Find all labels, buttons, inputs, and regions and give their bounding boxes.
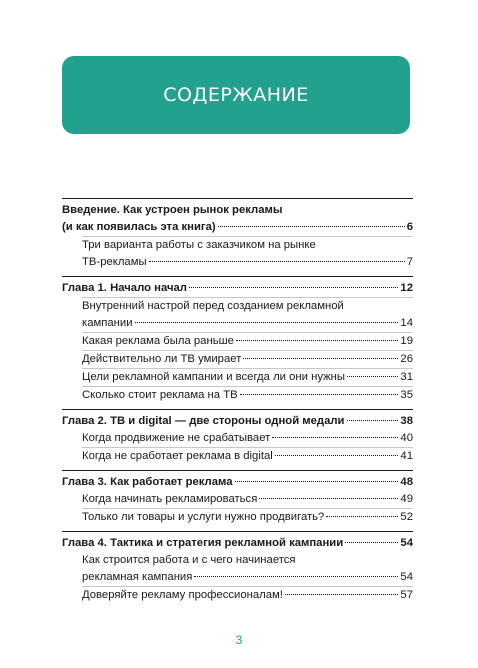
toc-subentry-title: Действительно ли ТВ умирает [82,353,242,365]
toc-section-chapter-3 [62,470,413,526]
toc-subentry-title: Когда не сработает реклама в digital [82,450,273,462]
toc-subentry[interactable] [82,254,413,271]
dot-leader [189,287,398,288]
toc-section-intro [62,198,413,271]
toc-entry[interactable] [62,474,413,491]
toc-section-chapter-4 [62,531,413,604]
toc-page-number: 35 [400,389,413,401]
dot-leader [240,394,399,395]
toc-entry-title: Глава 2. ТВ и digital — две стороны одной медали [62,415,345,427]
toc-subentry[interactable] [82,387,413,404]
toc-entry[interactable] [62,413,413,430]
toc-page-number: 49 [400,493,413,505]
toc-page-number: 57 [400,589,413,601]
dot-leader [272,437,398,438]
toc-subentry[interactable] [82,448,413,465]
toc-subentry-title: ТВ-рекламы [82,256,147,268]
toc-subentry-title[interactable]: Три варианта работы с заказчиком на рынке [82,239,316,251]
toc-entry-title: Глава 1. Начало начал [62,282,187,294]
toc-subentry-title: Цели рекламной кампании и всегда ли они нужны [82,371,346,383]
toc-page-number: 52 [400,511,413,523]
dot-leader [218,226,405,227]
toc-subentry-title: Только ли товары и услуги нужно продвигать? [82,511,325,523]
toc-subentry[interactable] [82,569,413,586]
toc-page-number: 26 [400,353,413,365]
toc-page-number: 31 [400,371,413,383]
toc-page-number: 14 [400,317,413,329]
dot-leader [235,481,399,482]
toc-page-number: 6 [406,221,413,233]
dot-leader [347,376,398,377]
dot-leader [194,576,398,577]
toc-subentry[interactable] [82,369,413,386]
toc-subentry-title[interactable]: Как строится работа и с чего начинается [82,554,296,566]
toc-subentry-title: рекламная кампания [82,571,193,583]
dot-leader [135,322,399,323]
toc-subentry[interactable] [82,315,413,332]
toc-subentry[interactable] [82,333,413,350]
toc-page-number: 19 [400,335,413,347]
toc-entry[interactable] [62,219,413,236]
toc-subentry-title: Когда продвижение не срабатывает [82,432,271,444]
toc-page-number: 54 [400,537,413,549]
toc-subentry-title: Когда начинать рекламироваться [82,493,258,505]
toc-subentry[interactable] [82,351,413,368]
toc-page-number: 48 [400,476,413,488]
dot-leader [285,594,399,595]
dot-leader [345,542,398,543]
toc-page-number: 38 [400,415,413,427]
toc-entry-title: Глава 4. Тактика и стратегия рекламной кампании [62,537,344,549]
toc-entry-title: Глава 3. Как работает реклама [62,476,233,488]
dot-leader [236,340,398,341]
dot-leader [149,261,405,262]
toc-page-number: 54 [400,571,413,583]
toc-section-chapter-1 [62,276,413,404]
toc-page-number: 41 [400,450,413,462]
dot-leader [275,455,399,456]
toc-subentry-title: Сколько стоит реклама на ТВ [82,389,238,401]
toc-subentry-title[interactable]: Внутренний настрой перед созданием рекламной [82,300,344,312]
toc-page-number: 7 [406,256,413,268]
toc-subentry[interactable] [82,587,413,604]
toc-subentry-title: Доверяйте рекламу профессионалам! [82,589,283,601]
toc-page-number: 40 [400,432,413,444]
toc-subentry[interactable] [82,430,413,447]
toc-subentry[interactable] [82,509,413,526]
contents-title: СОДЕРЖАНИЕ [163,84,309,106]
contents-banner [62,56,410,134]
toc-page-number: 12 [400,282,413,294]
toc-entry[interactable] [62,535,413,552]
table-of-contents [62,198,413,609]
toc-subentry[interactable] [82,491,413,508]
toc-entry-title: (и как появилась эта книга) [62,221,216,233]
dot-leader [243,358,398,359]
toc-subentry-title: кампании [82,317,133,329]
toc-subentry-title: Какая реклама была раньше [82,335,234,347]
dot-leader [347,420,399,421]
dot-leader [259,498,398,499]
page-number: 3 [235,633,243,647]
toc-section-chapter-2 [62,409,413,465]
toc-entry[interactable] [62,280,413,297]
dot-leader [326,516,398,517]
toc-entry-title[interactable]: Введение. Как устроен рынок рекламы [62,204,283,216]
